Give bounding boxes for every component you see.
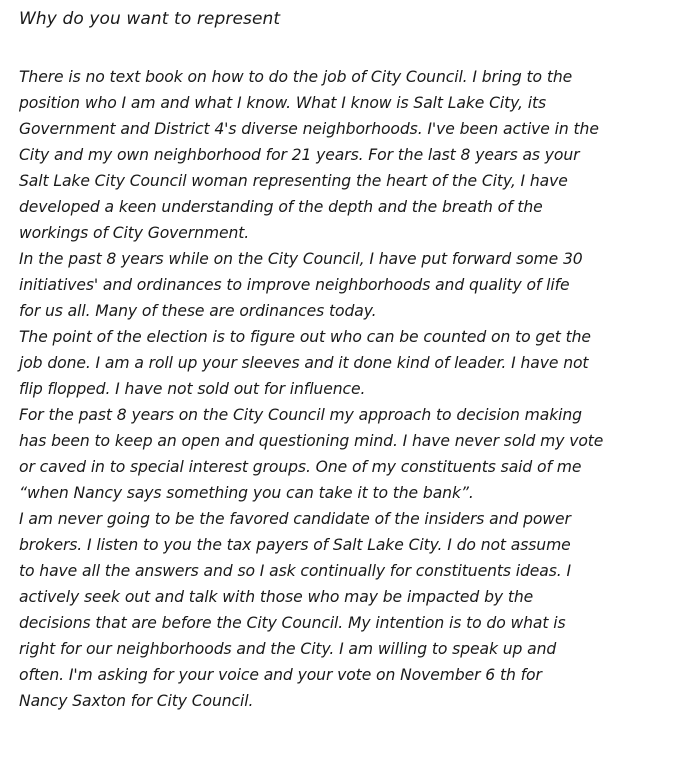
text-line: brokers. I listen to you the tax payers of Salt Lake City. I do not assume	[19, 536, 571, 554]
text-line: flip flopped. I have not sold out for influence.	[19, 380, 366, 398]
text-line: The point of the election is to figure out who can be counted on to get the	[19, 328, 591, 346]
text-line: developed a keen understanding of the depth and the breath of the	[19, 198, 543, 216]
text-line: workings of City Government.	[19, 224, 250, 242]
page-heading: Why do you want to represent	[19, 9, 281, 29]
text-line: Salt Lake City Council woman representing the heart of the City, I have	[19, 172, 568, 190]
text-line: for us all. Many of these are ordinances today.	[19, 302, 377, 320]
text-line: For the past 8 years on the City Council my approach to decision making	[19, 406, 582, 424]
text-line: or caved in to special interest groups. One of my constituents said of me	[19, 458, 582, 476]
text-line: has been to keep an open and questioning mind. I have never sold my vote	[19, 432, 604, 450]
text-line: to have all the answers and so I ask continually for constituents ideas. I	[19, 562, 571, 580]
text-line: initiatives' and ordinances to improve neighborhoods and quality of life	[19, 276, 570, 294]
text-line: Government and District 4's diverse neighborhoods. I've been active in the	[19, 120, 599, 138]
text-line: There is no text book on how to do the job of City Council. I bring to the	[19, 68, 573, 86]
text-line: often. I'm asking for your voice and your vote on November 6 th for	[19, 666, 542, 684]
text-line: In the past 8 years while on the City Council, I have put forward some 30	[19, 250, 583, 268]
statement-body	[19, 64, 699, 714]
text-line: position who I am and what I know. What I know is Salt Lake City, its	[19, 94, 547, 112]
text-line: “when Nancy says something you can take it to the bank”.	[19, 484, 474, 502]
text-line: Nancy Saxton for City Council.	[19, 692, 254, 710]
text-line: right for our neighborhoods and the City. I am willing to speak up and	[19, 640, 557, 658]
text-line: job done. I am a roll up your sleeves and it done kind of leader. I have not	[19, 354, 589, 372]
text-line: I am never going to be the favored candidate of the insiders and power	[19, 510, 571, 528]
text-line: actively seek out and talk with those who may be impacted by the	[19, 588, 534, 606]
text-line: decisions that are before the City Council. My intention is to do what is	[19, 614, 566, 632]
text-line: City and my own neighborhood for 21 years. For the last 8 years as your	[19, 146, 580, 164]
